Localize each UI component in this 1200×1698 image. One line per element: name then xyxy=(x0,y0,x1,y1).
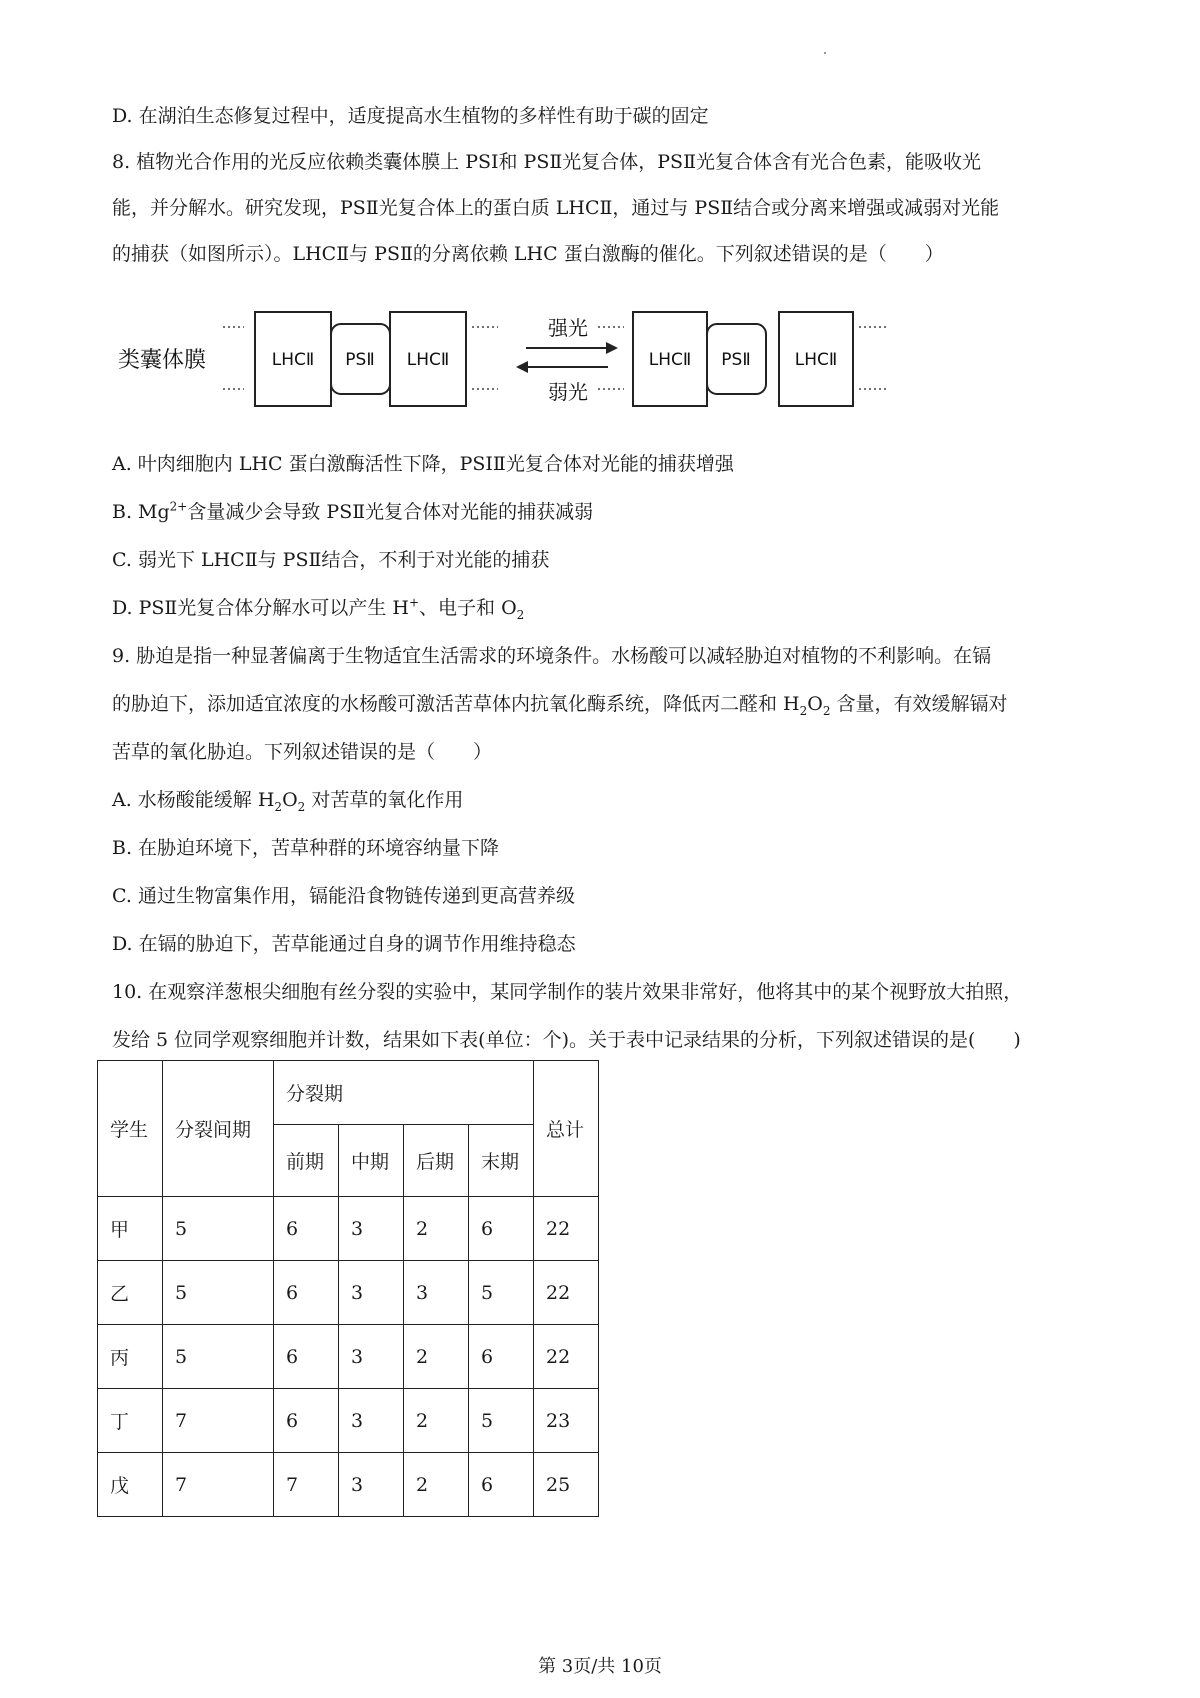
page-number: 第 3页/共 10页 xyxy=(538,1656,662,1677)
q8-option-a: A. 叶肉细胞内 LHC 蛋白激酶活性下降，PSIⅡ光复合体对光能的捕获增强 xyxy=(112,453,734,475)
right-ps-label: PSⅡ xyxy=(721,350,751,370)
header-interphase: 分裂间期 xyxy=(163,1061,274,1197)
q9-option-d: D. 在镉的胁迫下，苦草能通过自身的调节作用维持稳态 xyxy=(112,933,576,955)
q9-stem-line-2: 的胁迫下，添加适宜浓度的水杨酸可激活苦草体内抗氧化酶系统，降低丙二醛和 $H_2O_2$ 含量，有效缓解镉对 xyxy=(112,693,1008,718)
header-student: 学生 xyxy=(98,1061,163,1197)
table-row: 丁 7 6 3 2 5 23 xyxy=(98,1389,599,1453)
q8-stem-line-1: 8. 植物光合作用的光反应依赖类囊体膜上 PSⅠ和 PSⅡ光复合体，PSⅡ光复合体含有光合色素，能吸收光 xyxy=(112,151,981,173)
header-total: 总计 xyxy=(534,1061,599,1197)
strong-light-label: 强光 xyxy=(548,316,588,340)
right-lhc-label-2: LHCⅡ xyxy=(794,350,838,370)
table-row: 乙 5 6 3 3 5 22 xyxy=(98,1261,599,1325)
header-prophase: 前期 xyxy=(274,1125,339,1197)
table-row: 戊 7 7 3 2 6 25 xyxy=(98,1453,599,1517)
table-row: 甲 5 6 3 2 6 22 xyxy=(98,1197,599,1261)
cell-count-table xyxy=(97,1060,599,1517)
q8-option-c: C. 弱光下 LHCⅡ与 PSⅡ结合，不利于对光能的捕获 xyxy=(112,549,550,571)
header-division: 分裂期 xyxy=(274,1061,534,1125)
left-ps-label: PSⅡ xyxy=(345,350,375,370)
speck xyxy=(824,52,826,54)
q8-stem-line-3: 的捕获（如图所示）。LHCⅡ与 PSⅡ的分离依赖 LHC 蛋白激酶的催化。下列叙述错误的是（ ） xyxy=(112,243,944,265)
header-telophase: 末期 xyxy=(469,1125,534,1197)
q9-stem-line-1: 9. 胁迫是指一种显著偏离于生物适宜生活需求的环境条件。水杨酸可以减轻胁迫对植物的不利影响。在镉 xyxy=(112,645,992,667)
q9-option-c: C. 通过生物富集作用，镉能沿食物链传递到更高营养级 xyxy=(112,885,575,907)
q8-option-d: D. PSⅡ光复合体分解水可以产生 H+、电子和 $O_2$ xyxy=(112,595,525,622)
thylakoid-diagram xyxy=(118,304,928,416)
q7-option-d: D. 在湖泊生态修复过程中，适度提高水生植物的多样性有助于碳的固定 xyxy=(112,105,709,127)
right-lhc-label-1: LHCⅡ xyxy=(648,350,692,370)
membrane-label: 类囊体膜 xyxy=(118,348,207,373)
q9-option-b: B. 在胁迫环境下，苦草种群的环境容纳量下降 xyxy=(112,837,500,859)
table-row: 丙 5 6 3 2 6 22 xyxy=(98,1325,599,1389)
q9-stem-line-3: 苦草的氧化胁迫。下列叙述错误的是（ ） xyxy=(112,741,493,763)
weak-light-label: 弱光 xyxy=(548,380,588,404)
left-lhc-label-2: LHCⅡ xyxy=(406,350,450,370)
q10-stem-line-2: 发给 5 位同学观察细胞并计数，结果如下表(单位：个)。关于表中记录结果的分析，下列叙述错误的是( ) xyxy=(112,1029,1021,1051)
header-metaphase: 中期 xyxy=(339,1125,404,1197)
q10-stem-line-1: 10. 在观察洋葱根尖细胞有丝分裂的实验中，某同学制作的装片效果非常好，他将其中的某个视野放大拍照， xyxy=(112,981,1023,1003)
q9-option-a: A. 水杨酸能缓解 $H_2O_2$ 对苦草的氧化作用 xyxy=(112,789,464,814)
q8-option-b: B. $Mg^{2+}$含量减少会导致 PSⅡ光复合体对光能的捕获减弱 xyxy=(112,499,594,523)
header-anaphase: 后期 xyxy=(404,1125,469,1197)
left-lhc-label-1: LHCⅡ xyxy=(271,350,315,370)
q8-stem-line-2: 能，并分解水。研究发现，PSⅡ光复合体上的蛋白质 LHCⅡ，通过与 PSⅡ结合或分离来增强或减弱对光能 xyxy=(112,197,1000,219)
